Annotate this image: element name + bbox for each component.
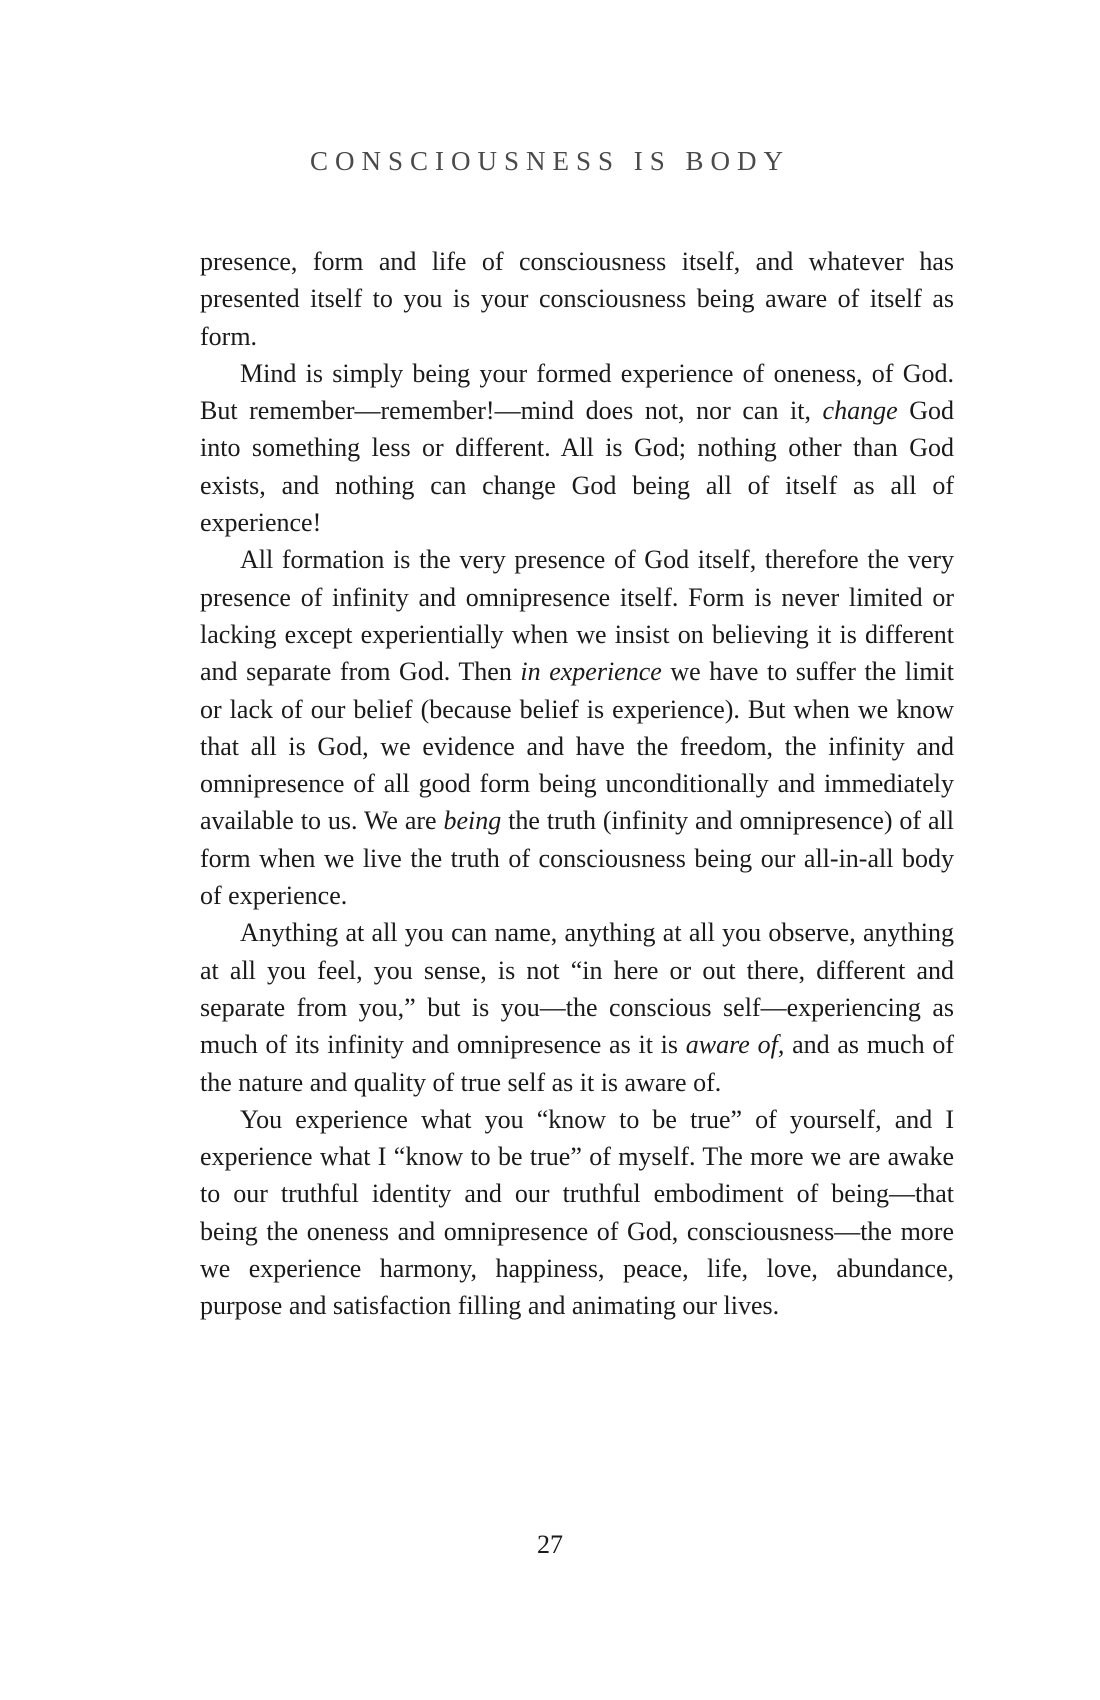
text-run: You experience what you “know to be true” of yourself, and I experience what I “know to be true” of myself. The more we are awake to our truthful identity and our truthful embodiment of being—that being the oneness and omnipresence of God, consciousness—the more we experience harmony, happiness, peace, life, love, abundance, purpose and satisfaction filling and animating our lives. — [200, 1104, 954, 1321]
running-head: CONSCIOUSNESS IS BODY — [309, 146, 791, 176]
italic-text: change — [822, 396, 898, 426]
italic-text: aware of, — [685, 1030, 785, 1060]
paragraph — [200, 1101, 954, 1325]
paragraph — [200, 355, 954, 541]
paragraph — [200, 914, 954, 1100]
text-run: the truth (infinity and omnipresence) of all form when we live the truth of consciousness being our all-in-all body of experience. — [200, 806, 954, 911]
text-run: Anything at all you can name, anything at all you observe, anything at all you feel, you sense, is not “in here or out there, different and separate from you,” but is you—the conscious self—experiencing as much of its infinity and omnipresence as it is — [200, 918, 954, 1060]
text-run: and as much of the nature and quality of true self as it is aware of. — [200, 1030, 955, 1097]
text-run: Mind is simply being your formed experience of oneness, of God. But remember—remember!—mind does not, nor can it, — [200, 358, 954, 426]
text-run: God into something less or different. All is God; nothing other than God exists, and nothing can change God being all of itself as all of experience! — [200, 396, 954, 538]
text-run: All formation is the very presence of God itself, therefore the very presence of infinity and omnipresence itself. Form is never limited or lacking except experientially when we insist on believing it is different and separate from God. Then — [200, 545, 954, 687]
text-run: presence, form and life of consciousness itself, and whatever has presented itself to you is your consciousness being aware of itself as form. — [200, 247, 954, 351]
paragraph — [200, 243, 954, 355]
italic-text: being — [443, 806, 502, 836]
text-run: we have to suffer the limit or lack of our belief (because belief is experience). But when we know that all is God, we evidence and have the freedom, the infinity and omnipresence of all good form being unconditionally and immediately available to us. We are — [200, 657, 955, 836]
page-number: 27 — [537, 1530, 563, 1559]
paragraph — [200, 541, 954, 914]
body-text — [200, 243, 954, 1325]
italic-text: in experience — [520, 657, 662, 687]
